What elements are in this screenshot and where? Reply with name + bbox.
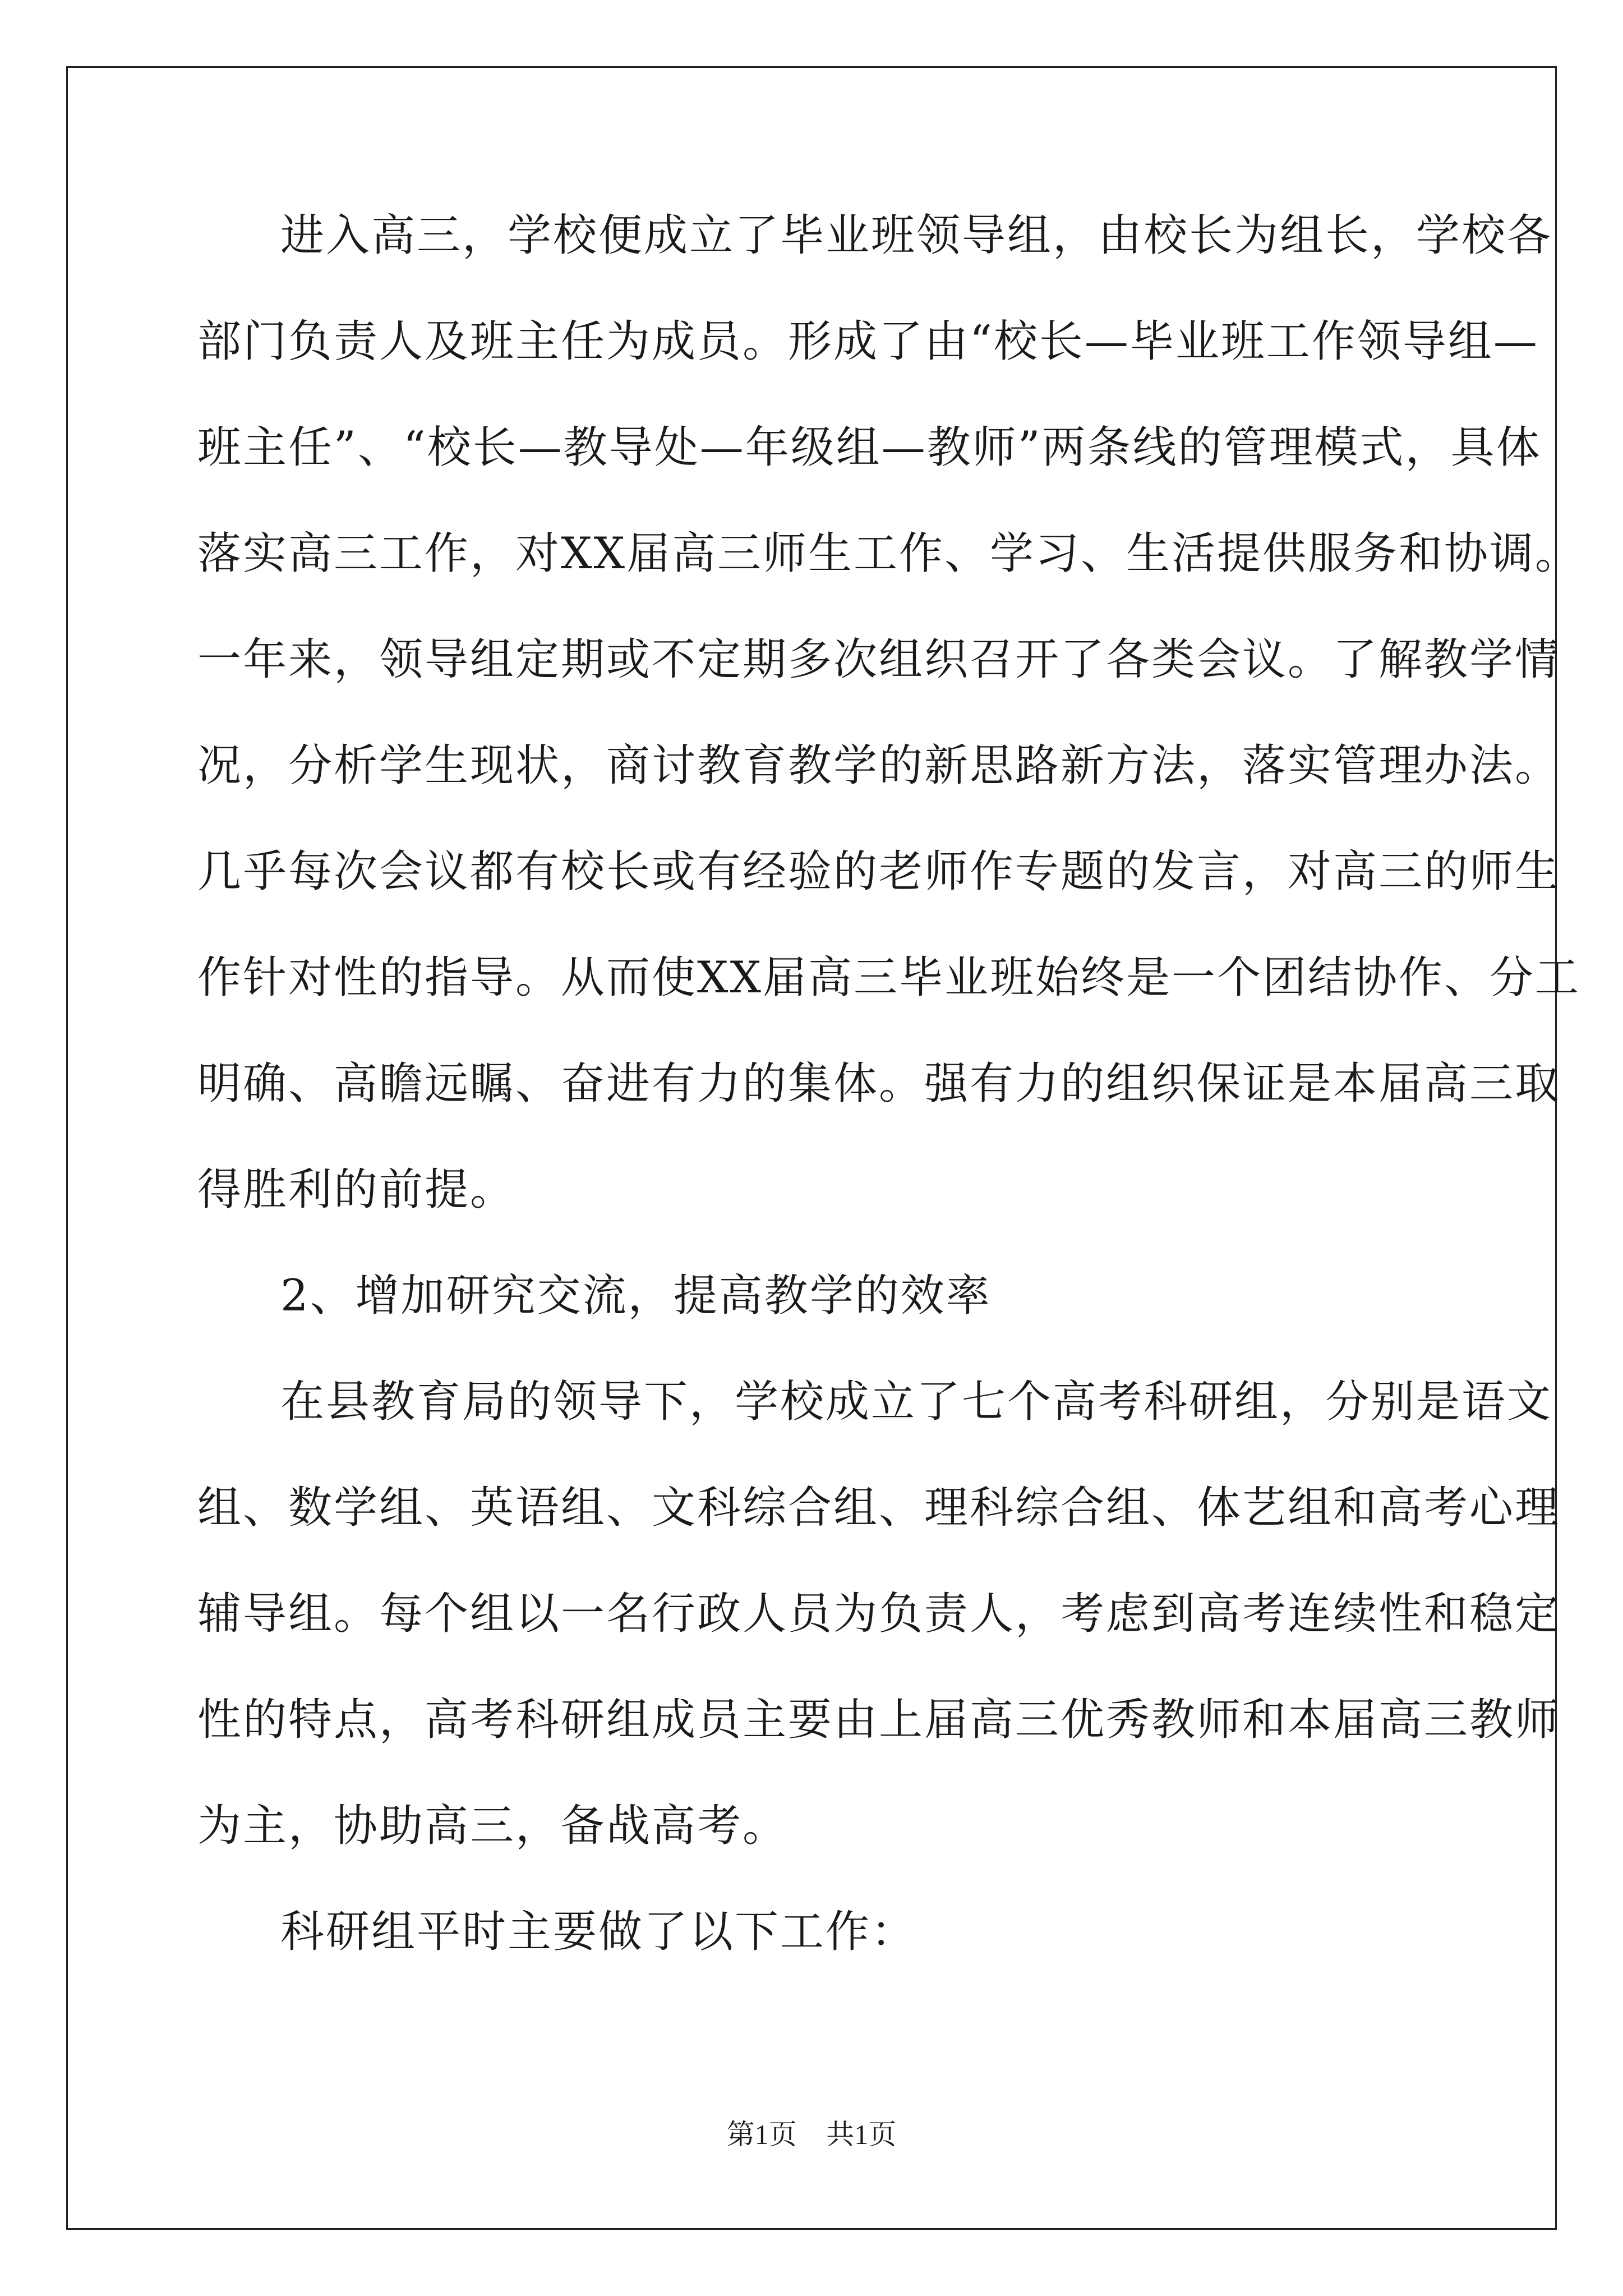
text-line: 落实高三工作，对XX届高三师生工作、学习、生活提供服务和协调。 — [197, 528, 1581, 579]
text-line: 在县教育局的领导下，学校成立了七个高考科研组，分别是语文 — [280, 1377, 1553, 1427]
page-total: 共1页 — [826, 2119, 897, 2150]
text-line: 得胜利的前提。 — [197, 1165, 516, 1215]
text-line: 班主任”、“校长—教导处—年级组—教师”两条线的管理模式，具体 — [197, 422, 1542, 473]
text-line: 性的特点，高考科研组成员主要由上届高三优秀教师和本届高三教师 — [197, 1695, 1561, 1745]
document-body — [197, 208, 1581, 2010]
text-line: 况，分析学生现状，商讨教育教学的新思路新方法，落实管理办法。 — [197, 740, 1561, 791]
page-number: 第1页 — [726, 2119, 797, 2150]
text-line: 几乎每次会议都有校长或有经验的老师作专题的发言，对高三的师生 — [197, 846, 1561, 897]
text-line: 为主，协助高三，备战高考。 — [197, 1801, 789, 1851]
text-line: 作针对性的指导。从而使XX届高三毕业班始终是一个团结协作、分工 — [197, 953, 1581, 1003]
text-line: 明确、高瞻远瞩、奋进有力的集体。强有力的组织保证是本届高三取 — [197, 1059, 1561, 1109]
text-line: 辅导组。每个组以一名行政人员为负责人，考虑到高考连续性和稳定 — [197, 1589, 1561, 1639]
text-line: 组、数学组、英语组、文科综合组、理科综合组、体艺组和高考心理 — [197, 1483, 1561, 1533]
text-line: 部门负责人及班主任为成员。形成了由“校长—毕业班工作领导组— — [197, 316, 1539, 367]
text-line: 一年来，领导组定期或不定期多次组织召开了各类会议。了解教学情 — [197, 634, 1561, 685]
section-heading: 2、增加研究交流，提高教学的效率 — [280, 1271, 992, 1321]
text-line: 进入高三，学校便成立了毕业班领导组，由校长为组长，学校各 — [280, 210, 1553, 261]
page-footer — [0, 2118, 1623, 2151]
text-line: 科研组平时主要做了以下工作： — [280, 1907, 917, 1957]
